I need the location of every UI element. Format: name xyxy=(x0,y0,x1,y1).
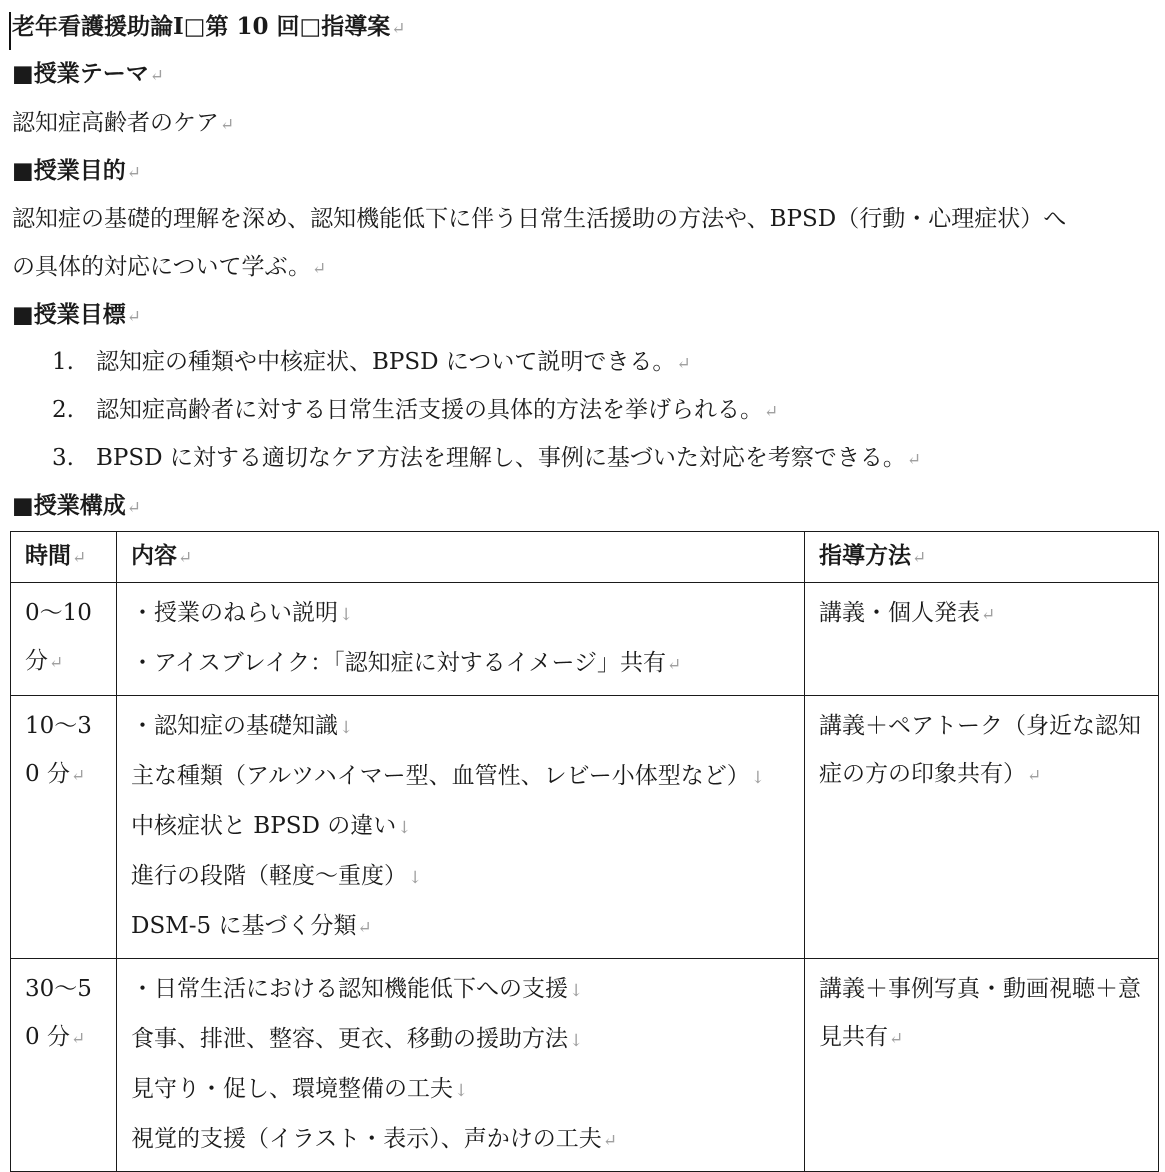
cell-mark-icon: ↵ xyxy=(49,653,64,673)
content-text: 主な種類（アルツハイマー型、血管性、レビー小体型など） xyxy=(131,763,750,789)
content-text: 視覚的支援（イラスト・表示）、声かけの工夫 xyxy=(131,1126,602,1152)
purpose-heading-text: ■授業目的 xyxy=(12,157,126,184)
paragraph-mark-icon: ↵ xyxy=(391,19,406,39)
structure-heading-text: ■授業構成 xyxy=(12,492,126,519)
content-text: ・アイスブレイク：「認知症に対するイメージ」共有 xyxy=(131,650,666,676)
header-method[interactable] xyxy=(805,532,1159,583)
cell-mark-icon: ↵ xyxy=(70,1029,86,1049)
header-time[interactable] xyxy=(11,532,117,583)
content-text: DSM-5 に基づく分類 xyxy=(131,913,357,939)
goal-number: 3. xyxy=(52,445,74,471)
goal-text: 認知症の種類や中核症状、BPSD について説明できる。 xyxy=(96,349,676,375)
title-text: 老年看護援助論Ⅰ□第 10 回□指導案 xyxy=(12,13,391,40)
cell-mark-icon: ↵ xyxy=(912,548,927,568)
content-line xyxy=(131,802,792,852)
method-text: 講義＋事例写真・動画視聴＋意見共有 xyxy=(819,976,1141,1050)
content-text: ・日常生活における認知機能低下への支援 xyxy=(131,976,568,1002)
table-row xyxy=(11,696,1159,959)
content-line xyxy=(131,1115,792,1165)
goal-text: BPSD に対する適切なケア方法を理解し、事例に基づいた対応を考察できる。 xyxy=(96,445,906,471)
paragraph-mark-icon: ↵ xyxy=(906,450,922,470)
content-text: 見守り・促し、環境整備の工夫 xyxy=(131,1076,453,1102)
content-line xyxy=(131,965,792,1015)
paragraph-mark-icon: ↵ xyxy=(220,115,235,135)
lesson-structure-table xyxy=(10,531,1159,1172)
header-method-text: 指導方法 xyxy=(819,542,911,569)
content-text: 進行の段階（軽度〜重度） xyxy=(131,863,407,889)
text-cursor xyxy=(9,12,11,50)
cell-mark-icon: ↵ xyxy=(981,605,996,625)
content-line xyxy=(131,902,792,952)
line-break-icon: ↓ xyxy=(339,718,354,738)
cell-mark-icon: ↵ xyxy=(889,1029,904,1049)
content-text: 食事、排泄、整容、更衣、移動の援助方法 xyxy=(131,1026,568,1052)
theme-text[interactable] xyxy=(12,108,234,140)
paragraph-mark-icon: ↵ xyxy=(676,354,691,374)
line-break-icon: ↓ xyxy=(750,768,765,788)
content-line xyxy=(131,1065,792,1115)
content-line xyxy=(131,1015,792,1065)
paragraph-mark-icon: ↵ xyxy=(764,402,779,422)
goals-heading[interactable] xyxy=(12,300,141,332)
content-line xyxy=(131,852,792,902)
structure-heading[interactable] xyxy=(12,491,141,523)
cell-mark-icon: ↵ xyxy=(72,548,87,568)
table-row xyxy=(11,583,1159,696)
header-content[interactable] xyxy=(117,532,805,583)
table-header-row xyxy=(11,532,1159,583)
method-cell[interactable] xyxy=(805,959,1159,1172)
table-row xyxy=(11,959,1159,1172)
content-line xyxy=(131,589,792,639)
goal-text: 認知症高齢者に対する日常生活支援の具体的方法を挙げられる。 xyxy=(96,397,763,423)
cell-mark-icon: ↵ xyxy=(70,766,86,786)
time-text: 0〜10 分 xyxy=(25,600,92,674)
header-content-text: 内容 xyxy=(131,542,177,569)
time-text: 10〜30 分 xyxy=(25,713,92,787)
purpose-heading[interactable] xyxy=(12,156,141,188)
goals-heading-text: ■授業目標 xyxy=(12,301,126,328)
time-cell[interactable] xyxy=(11,959,117,1172)
line-break-icon: ↓ xyxy=(397,818,412,838)
content-text: 中核症状と BPSD の違い xyxy=(131,813,397,839)
content-cell[interactable] xyxy=(117,959,805,1172)
paragraph-mark-icon: ↵ xyxy=(126,307,141,327)
cell-mark-icon: ↵ xyxy=(178,548,193,568)
content-cell[interactable] xyxy=(117,696,805,959)
method-cell[interactable] xyxy=(805,696,1159,959)
purpose-line-2[interactable] xyxy=(12,252,326,284)
method-cell[interactable] xyxy=(805,583,1159,696)
header-time-text: 時間 xyxy=(25,542,71,569)
goal-item-2[interactable] xyxy=(52,395,778,427)
time-text: 30〜50 分 xyxy=(25,976,92,1050)
purpose-text-1: 認知症の基礎的理解を深め、認知機能低下に伴う日常生活援助の方法や、BPSD（行動・心理症状）へ xyxy=(12,206,1067,232)
cell-mark-icon: ↵ xyxy=(1027,766,1042,786)
line-break-icon: ↓ xyxy=(569,981,584,1001)
theme-heading-text: ■授業テーマ xyxy=(12,60,149,87)
purpose-text-2: の具体的対応について学ぶ。 xyxy=(12,254,311,280)
goal-item-3[interactable] xyxy=(52,443,921,475)
theme-value: 認知症高齢者のケア xyxy=(12,110,219,136)
goal-number: 2. xyxy=(52,397,74,423)
line-break-icon: ↓ xyxy=(339,605,354,625)
document-title[interactable] xyxy=(12,12,406,44)
paragraph-mark-icon: ↵ xyxy=(126,498,141,518)
purpose-line-1[interactable] xyxy=(12,204,1066,234)
cell-mark-icon: ↵ xyxy=(602,1131,618,1151)
paragraph-mark-icon: ↵ xyxy=(312,259,327,279)
method-text: 講義・個人発表 xyxy=(819,600,980,626)
paragraph-mark-icon: ↵ xyxy=(149,66,164,86)
method-text: 講義＋ペアトーク（身近な認知症の方の印象共有） xyxy=(819,713,1141,787)
cell-mark-icon: ↵ xyxy=(357,918,372,938)
time-cell[interactable] xyxy=(11,696,117,959)
goal-item-1[interactable] xyxy=(52,347,691,379)
goal-number: 1. xyxy=(52,349,74,375)
time-cell[interactable] xyxy=(11,583,117,696)
content-text: ・認知症の基礎知識 xyxy=(131,713,338,739)
content-line xyxy=(131,702,792,752)
content-cell[interactable] xyxy=(117,583,805,696)
line-break-icon: ↓ xyxy=(408,868,423,888)
content-line xyxy=(131,752,792,802)
line-break-icon: ↓ xyxy=(454,1081,469,1101)
content-line xyxy=(131,639,792,689)
cell-mark-icon: ↵ xyxy=(666,655,682,675)
paragraph-mark-icon: ↵ xyxy=(126,163,141,183)
content-text: ・授業のねらい説明 xyxy=(131,600,338,626)
theme-heading[interactable] xyxy=(12,59,164,91)
line-break-icon: ↓ xyxy=(569,1031,584,1051)
